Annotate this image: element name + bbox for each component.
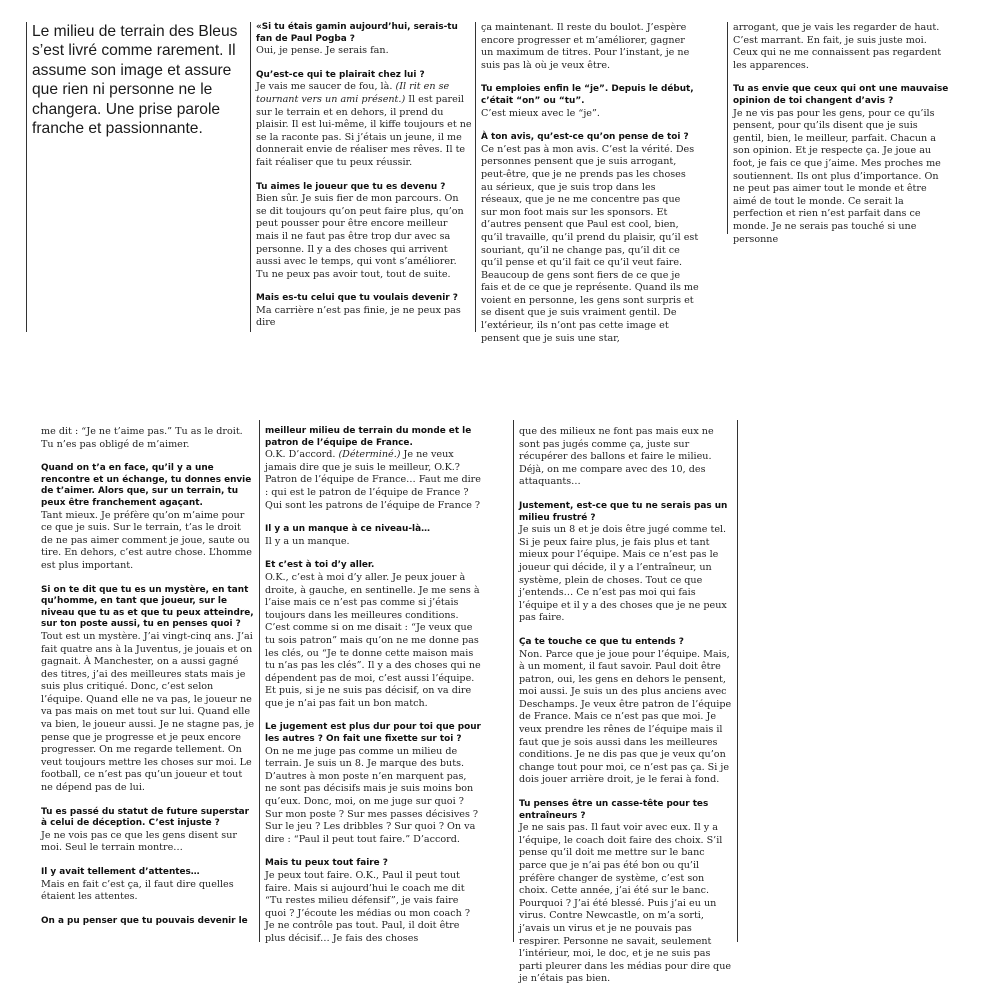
answer-text: Je vais me saucer de fou, là.	[256, 81, 396, 93]
text-column-6	[519, 426, 735, 985]
interview-question: Mais es-tu celui que tu voulais devenir ?	[256, 293, 458, 304]
interview-answer: Oui, je pense. Je serais fan.	[256, 45, 389, 57]
interview-question: Le jugement est plus dur pour toi que pour les autres ? On fait une fixette sur toi ?	[265, 722, 481, 745]
interview-answer: me dit : “Je ne t’aime pas.” Tu as le droit. Tu n’es pas obligé de m’aimer.	[41, 426, 243, 450]
interview-answer: arrogant, que je vais les regarder de haut. C’est marrant. En fait, je suis juste moi. Ceux qui ne me connaissent pas regardent les apparences.	[733, 22, 942, 71]
interview-question: Il y a un manque à ce niveau-là…	[265, 524, 430, 535]
interview-answer: Je ne vois pas ce que les gens disent sur moi. Seul le terrain montre…	[41, 829, 237, 854]
interview-question: meilleur milieu de terrain du monde et le patron de l’équipe de France.	[265, 426, 472, 448]
interview-question: Tu es passé du statut de future superstar à celui de déception. C’est injuste ?	[41, 806, 249, 829]
column-divider	[475, 22, 476, 332]
column-divider	[250, 22, 251, 332]
interview-question: Mais tu peux tout faire ?	[265, 858, 388, 869]
stage-direction: (Il rit en se tournant vers un ami présent.)	[256, 81, 450, 105]
text-column-5	[265, 426, 481, 946]
interview-answer: Je peux tout faire. O.K., Paul il peut tout faire. Mais si aujourd’hui le coach me dit “Tu restes milieu défensif”, je vais faire quoi ? J’écoute les médias ou mon coach ? Je ne contrôle pas tout. Paul, il doit être plus décisif… Je fais des choses	[265, 870, 471, 944]
interview-question: Quand on t’a en face, qu’il y a une rencontre et un échange, tu donnes envie de t’aimer. Alors que, sur un terrain, tu peux être franchement agaçant.	[41, 463, 252, 508]
article-intro: Le milieu de terrain des Bleus s’est livré comme rarement. Il assume son image et assure que rien ni personne ne le changera. Une prise parole franche et passionnante.	[32, 23, 238, 138]
interview-answer: Je suis un 8 et je dois être jugé comme tel. Si je peux faire plus, je fais plus et tant mieux pour l’équipe. Mais ce n’est pas le joueur qui décide, il y a l’entraîneur, un système, plein de choses. Tout ce que j’entends… Ce n’est pas moi qui fais l’équipe et il y a des choses que je ne peux pas faire.	[519, 524, 727, 624]
text-column-2	[481, 22, 699, 344]
interview-question: Justement, est-ce que tu ne serais pas un milieu frustré ?	[519, 500, 728, 523]
answer-text: O.K. D’accord.	[265, 449, 339, 461]
text-column-1	[256, 22, 472, 332]
interview-answer: C’est mieux avec le “je”.	[481, 107, 600, 119]
interview-question: Tu as envie que ceux qui ont une mauvaise opinion de toi changent d’avis ?	[733, 84, 949, 106]
interview-answer: Bien sûr. Je suis fier de mon parcours. On se dit toujours qu’on peut faire plus, qu’on peut pousser pour être encore meilleur mais il ne faut pas être trop dur avec sa personne. Il y a des choses qui arrivent aussi avec le temps, qui vont s’améliorer. Tu ne peux pas avoir tout, tout de suite.	[256, 193, 464, 280]
text-column-4	[41, 426, 255, 946]
interview-answer: Je ne sais pas. Il faut voir avec eux. Il y a l’équipe, le coach doit faire des choix. S’il pense qu’il doit me mettre sur le banc parce que je n’ai pas été bon ou qu’il préfère changer de système, c’est son choix. Cette année, j’ai été sur le banc. Pourquoi ? J’ai été blessé. Puis j’ai eu un virus. Contre Newcastle, on m’a sorti, j’avais un virus et je ne pouvais pas respirer. Personne ne savait, seulement l’intérieur, moi, le doc, et je ne suis pas parti pleurer dans les médias pour dire que je n’étais pas bien.	[519, 822, 732, 985]
interview-answer: Je ne vis pas pour les gens, pour ce qu’ils pensent, pour qu’ils disent que je suis gentil, bien, le meilleur, parfait. Chacun a son opinion. Et je respecte ça. Je joue au foot, je fais ce que j’aime. Mes proches me soutiennent. Ils ont plus d’importance. On ne peut pas aimer tout le monde et être aimé de tout le monde. Ce serait la perfection et rien n’est parfait dans ce monde. Je ne serais pas touché si une personne	[733, 107, 941, 245]
column-divider	[259, 420, 260, 942]
column-divider	[513, 420, 514, 942]
interview-question: On a pu penser que tu pouvais devenir le	[41, 915, 248, 926]
interview-answer: On ne me juge pas comme un milieu de terrain. Je suis un 8. Je marque des buts. D’autres à mon poste n’en marquent pas, ne sont pas décisifs mais je suis moins bon qu’eux. Donc, moi, on me juge sur quoi ? Sur mon poste ? Sur mes passes décisives ? Sur le jeu ? Les dribbles ? Sur quoi ? On va dire : “Paul il peut tout faire.” D’accord.	[265, 745, 479, 845]
interview-question: À ton avis, qu’est-ce qu’on pense de toi ?	[481, 132, 689, 143]
text-column-3	[733, 22, 949, 245]
interview-answer	[265, 449, 481, 512]
interview-question: Tu emploies enfin le “je”. Depuis le début, c’était “on” ou “tu”.	[481, 84, 694, 106]
interview-answer: Tout est un mystère. J’ai vingt-cinq ans. J’ai fait quatre ans à la Juventus, je jouais et on gagnait. À Manchester, on a aussi gagné des titres, j’ai des meilleures stats mais je suis plus critiqué. Donc, c’est selon l’équipe. Quand elle ne va pas, le joueur ne va pas mais on met tout sur lui. Quand elle va bien, le joueur aussi. Je ne stagne pas, je pense que je progresse et je peux encore progresser. On me regarde tellement. On veut toujours mettre les choses sur moi. Le football, ce n’est pas qu’un joueur et tout ne dépend pas de lui.	[41, 630, 255, 794]
interview-question: Ça te touche ce que tu entends ?	[519, 636, 684, 647]
column-divider	[737, 420, 738, 942]
interview-question: Et c’est à toi d’y aller.	[265, 560, 375, 571]
interview-question: Si on te dit que tu es un mystère, en tant qu’homme, en tant que joueur, sur le niveau que tu as et que tu peux atteindre, sur ton poste aussi, tu en penses quoi ?	[41, 584, 254, 630]
interview-answer: Mais en fait c’est ça, il faut dire quelles étaient les attentes.	[41, 878, 234, 903]
column-divider	[727, 22, 728, 234]
interview-question: «Si tu étais gamin aujourd’hui, serais-tu fan de Paul Pogba ?	[256, 22, 458, 44]
interview-answer: Ce n’est pas à mon avis. C’est la vérité. Des personnes pensent que je suis arrogant, peut-être, que je ne prends pas les choses au sérieux, que je suis trop dans les réseaux, que je ne me concentre pas que sur mon foot mais sur les sponsors. Et d’autres pensent que Paul est cool, bien, qu’il travaille, qu’il prend du plaisir, qu’il est souriant, qu’il ne change pas, qu’il dit ce qu’il pense et qu’il fait ce qu’il veut faire. Beaucoup de gens sont fiers de ce que je fais et de ce que je représente. Quand ils me voient en personne, les gens sont surpris et se disent que je suis vraiment gentil. De l’extérieur, ils n’ont pas cette image et pensent que je suis une star,	[481, 143, 699, 344]
interview-answer: Non. Parce que je joue pour l’équipe. Mais, à un moment, il faut savoir. Paul doit être patron, oui, les gens en dehors le pensent, moi aussi. Je suis un des plus anciens avec Deschamps. Je veux être patron de l’équipe de France. Mais ce n’est pas que moi. Je veux prendre les rênes de l’équipe mais il faut que je sois aussi dans les meilleures conditions. Je ne dis pas que je veux qu’on change tout pour moi, ce n’est pas ça. Si je dois jouer arrière droit, je le ferai à fond.	[519, 648, 732, 786]
interview-question: Tu aimes le joueur que tu es devenu ?	[256, 181, 446, 192]
answer-text: Je ne veux jamais dire que je suis le meilleur, O.K.? Patron de l’équipe de France… Faut me dire : qui est le patron de l’équipe de France ? Qui sont les patrons de l’équipe de France ?	[265, 449, 481, 511]
answer-text: Il est pareil sur le terrain et en dehors, il prend du plaisir. Il est lui-même, il kiffe toujours et ne se la raconte pas. Si j’étais un jeune, il me donnerait envie de réaliser mes rêves. Il te fait réaliser que tu peux réussir.	[256, 93, 472, 168]
interview-question: Tu penses être un casse-tête pour tes entraîneurs ?	[519, 799, 709, 821]
interview-answer: Ma carrière n’est pas finie, je ne peux pas dire	[256, 304, 461, 329]
column-divider	[26, 22, 27, 332]
interview-answer: que des milieux ne font pas mais eux ne sont pas jugés comme ça, juste sur récupérer des ballons et faire le milieu. Déjà, on me compare avec des 10, des attaquants…	[519, 426, 714, 488]
stage-direction: (Déterminé.)	[338, 449, 401, 461]
interview-answer	[256, 81, 472, 169]
interview-answer: ça maintenant. Il reste du boulot. J’espère encore progresser et m’améliorer, gagner un maximum de titres. Pour l’instant, je ne suis pas là où je veux être.	[481, 22, 690, 71]
interview-answer: Il y a un manque.	[265, 535, 350, 547]
interview-question: Qu’est-ce qui te plairait chez lui ?	[256, 69, 425, 80]
interview-answer: O.K., c’est à moi d’y aller. Je peux jouer à droite, à gauche, en sentinelle. Je me sens à l’aise mais ce n’est pas comme si j’étais toujours dans les meilleures conditions. C’est comme si on me disait : “Je veux que tu sois patron” mais qu’on ne me donne pas les clés, ou “Je te donne cette maison mais tu n’as pas les clés”. Il y a des choses qui ne dépendent pas de moi, c’est aussi l’équipe. Et puis, si je ne suis pas décisif, on va dire que je n’ai pas fait un bon match.	[265, 571, 481, 709]
interview-answer: Tant mieux. Je préfère qu’on m’aime pour ce que je suis. Sur le terrain, t’as le droit de ne pas aimer comment je joue, saute ou tire. En dehors, c’est autre chose. L’homme est plus important.	[41, 509, 252, 571]
interview-question: Il y avait tellement d’attentes…	[41, 867, 200, 877]
